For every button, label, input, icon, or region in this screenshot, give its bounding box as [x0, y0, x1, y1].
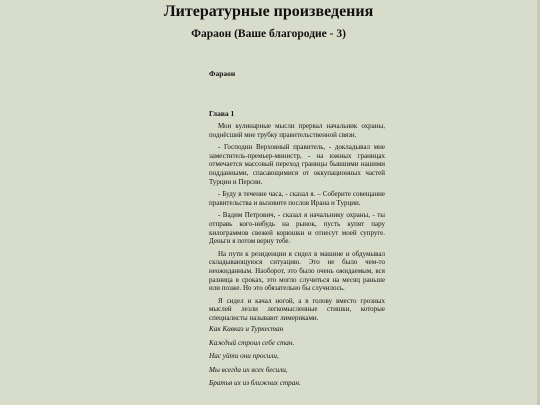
book-title: Фараон: [209, 69, 236, 78]
verse-line: Каждый строил себе стан.: [209, 338, 295, 347]
verse-line: Братья их из ближних стран.: [209, 379, 301, 387]
verse-block: [209, 325, 409, 393]
site-title: Литературные произведения: [163, 3, 374, 20]
chapter-title: Глава 1: [209, 109, 235, 118]
paragraph: - Господин Верховный правитель, - докладывал мне заместитель-премьер-министр, - на южных границах отмечается массовый переход границы бывшими нашими подданными, спасающимися от оккупационных частей Турции и Персии.: [209, 143, 385, 186]
paragraph: - Вадим Петрович, - сказал я начальнику охраны, - ты отправь кого-нибудь на рынок, пусть купят пару килограммов свежей корюшки и отнесут моей супруге. Деньги я потом верну тебе.: [209, 211, 385, 246]
page-subtitle: Фараон (Ваше благородие - 3): [191, 28, 346, 40]
verse-line: Нас уйти они просили,: [209, 352, 279, 360]
verse-line: Как Кавказ и Туркестан: [209, 325, 284, 333]
paragraph: На пути к резиденции я сидел в машине и обдумывал складывающуюся ситуацию. Это не было чем-то неожиданным. Наоборот, это было очень ожидаемым, вся разница в сроках, это могло случиться на месяц раньше или позже. Но это обязательно бы случилось.: [209, 249, 385, 293]
paragraph: Мои кулинарные мысли прервал начальник охраны, поднёсший мне трубку правительственной связи.: [209, 122, 385, 139]
paragraph: Я сидел и качал ногой, а в голову вместо грозных мыслей лезли легкомысленные стишки, которые специалисты называют лимериками.: [209, 296, 385, 322]
verse-line: Мы всегда их всех бесили,: [209, 365, 288, 374]
article-content: [209, 69, 385, 387]
paragraph: - Буду в течение часа, - сказал я. – Соберите совещание правительства и вызовите послов Ирана и Турции.: [209, 190, 385, 207]
paragraph-list: [209, 122, 385, 326]
